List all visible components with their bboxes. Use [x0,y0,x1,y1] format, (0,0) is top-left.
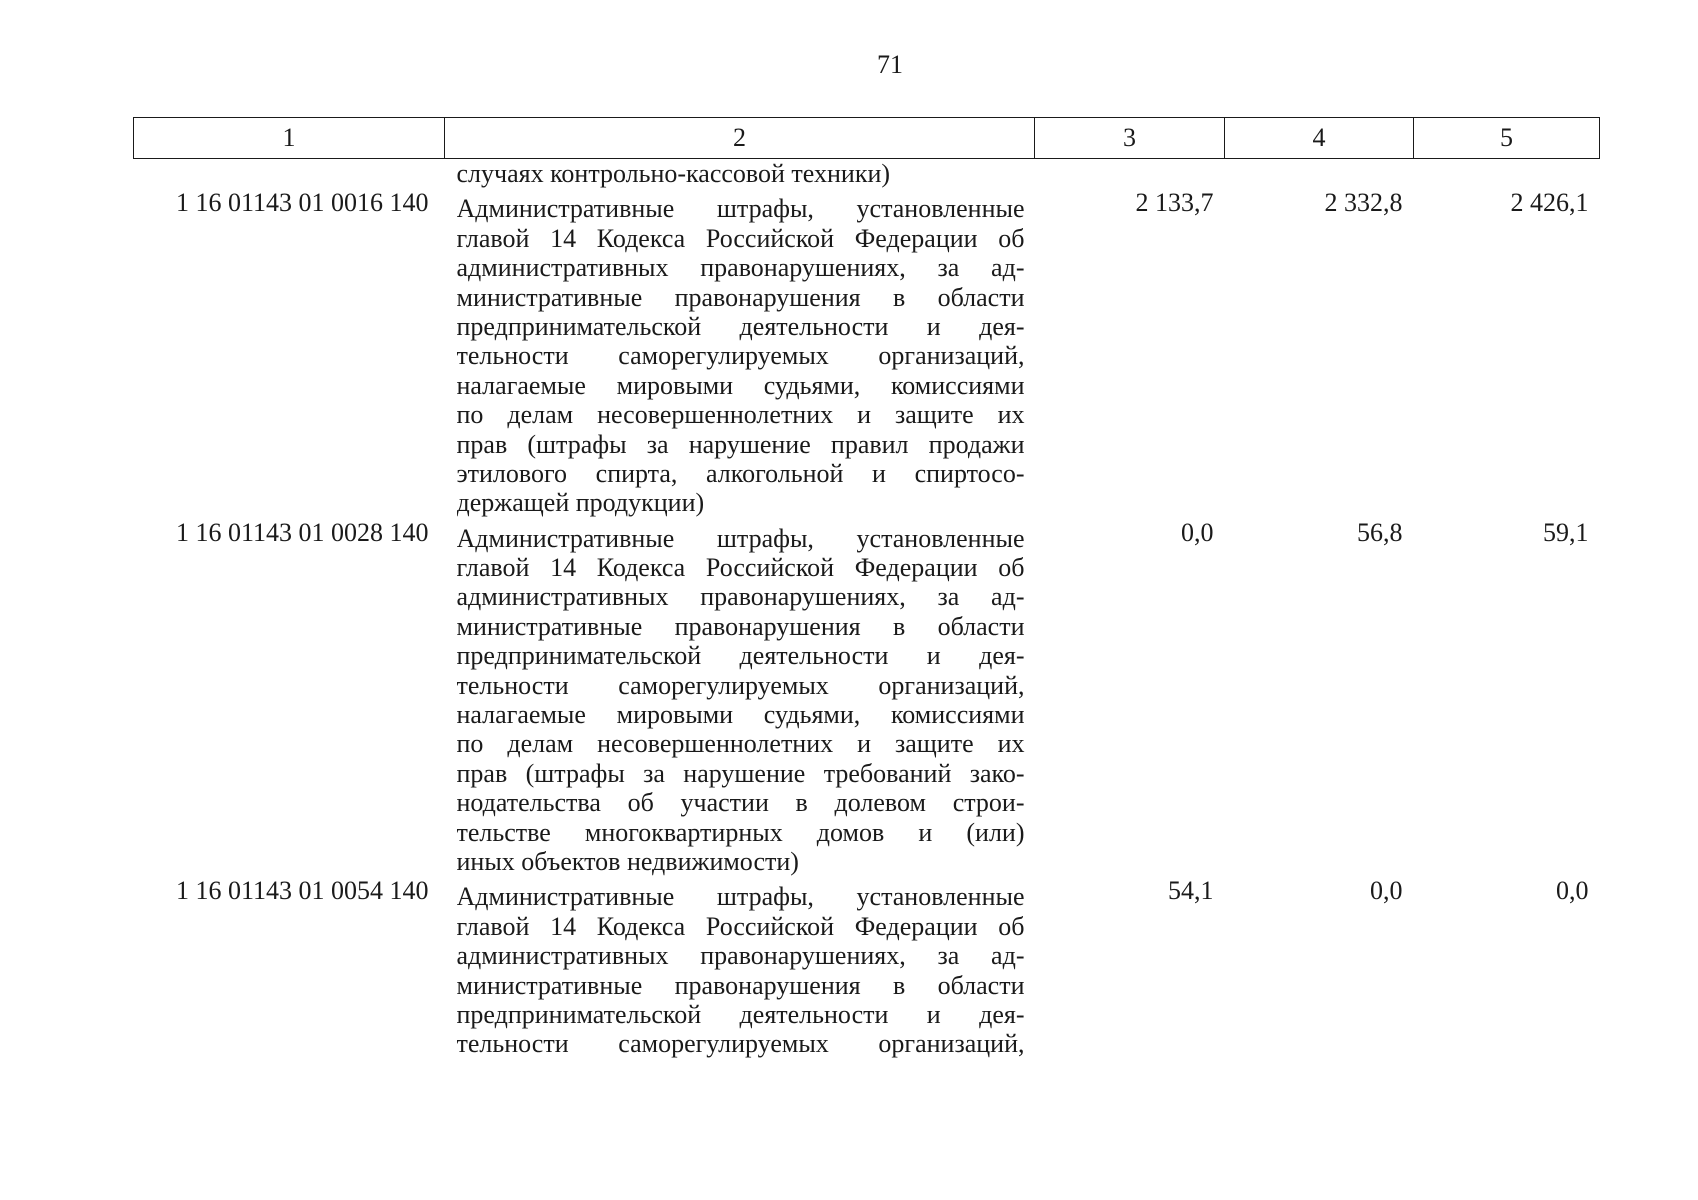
row-value-col4: 56,8 [1357,517,1403,547]
row-value-col3: 54,1 [1168,876,1214,906]
description-line: тельности саморегулируемых организаций, [456,670,1025,700]
description-line: главой 14 Кодекса Российской Федерации об [456,911,1025,941]
description-line: нодательства об участии в долевом строи- [456,788,1025,818]
description-line: министративные правонарушения в области [456,282,1025,312]
row-code: 1 16 01143 01 0028 140 [175,517,429,547]
row-description [445,188,1035,517]
description-line: административных правонарушениях, за ад- [456,253,1025,283]
table-row [134,518,1600,877]
description-line: по делам несовершеннолетних и защите их [456,729,1025,759]
row-value-col4: 2 332,8 [1324,188,1403,218]
description-line: случаях контрольно-кассовой техники) [456,159,891,188]
header-col-3: 3 [1035,118,1225,159]
header-col-4: 4 [1225,118,1414,159]
description-line: Административные штрафы, установленные [456,882,1025,912]
description-line: Административные штрафы, установленные [456,523,1025,553]
row-value-col3: 2 133,7 [1135,188,1214,218]
description-line: по делам несовершеннолетних и защите их [456,400,1025,430]
description-line: прав (штрафы за нарушение правил продажи [456,429,1025,459]
description-line: главой 14 Кодекса Российской Федерации об [456,553,1025,583]
header-col-1: 1 [134,118,445,159]
description-line: главой 14 Кодекса Российской Федерации об [456,223,1025,253]
row-description [445,518,1035,877]
description-line: министративные правонарушения в области [456,970,1025,1000]
header-col-2: 2 [445,118,1035,159]
description-line: этилового спирта, алкогольной и спиртосо- [456,458,1025,488]
description-line: Административные штрафы, установленные [456,194,1025,224]
description-line: административных правонарушениях, за ад- [456,582,1025,612]
row-value-col5: 0,0 [1556,876,1589,906]
description-line: тельстве многоквартирных домов и (или) [456,817,1025,847]
table-row [134,188,1600,517]
description-line: держащей продукции) [456,488,705,518]
table-header [134,118,1600,159]
description-line: налагаемые мировыми судьями, комиссиями [456,700,1025,730]
description-line: предпринимательской деятельности и дея- [456,999,1025,1029]
description-line: министративные правонарушения в области [456,611,1025,641]
description-line: тельности саморегулируемых организаций, [456,341,1025,371]
continuation-description [445,159,1035,189]
description-line: налагаемые мировыми судьями, комиссиями [456,370,1025,400]
row-description [445,876,1035,1058]
continuation-row [134,159,1600,189]
description-line: предпринимательской деятельности и дея- [456,311,1025,341]
table-body [134,159,1600,1059]
row-value-col5: 2 426,1 [1510,188,1589,218]
description-line: административных правонарушениях, за ад- [456,941,1025,971]
row-value-col4: 0,0 [1370,876,1403,906]
row-value-col5: 59,1 [1543,517,1589,547]
continuation-code [134,159,445,189]
table-row [134,876,1600,1058]
header-col-5: 5 [1414,118,1600,159]
page-number: 71 [877,50,903,79]
description-line: прав (штрафы за нарушение требований зако- [456,758,1025,788]
description-line: иных объектов недвижимости) [456,846,799,876]
budget-table [133,117,1600,1059]
header-row [134,118,1600,159]
row-code: 1 16 01143 01 0016 140 [175,188,429,218]
row-value-col3: 0,0 [1181,517,1214,547]
description-line: предпринимательской деятельности и дея- [456,641,1025,671]
description-line: тельности саморегулируемых организаций, [456,1029,1025,1059]
row-code: 1 16 01143 01 0054 140 [175,876,429,906]
